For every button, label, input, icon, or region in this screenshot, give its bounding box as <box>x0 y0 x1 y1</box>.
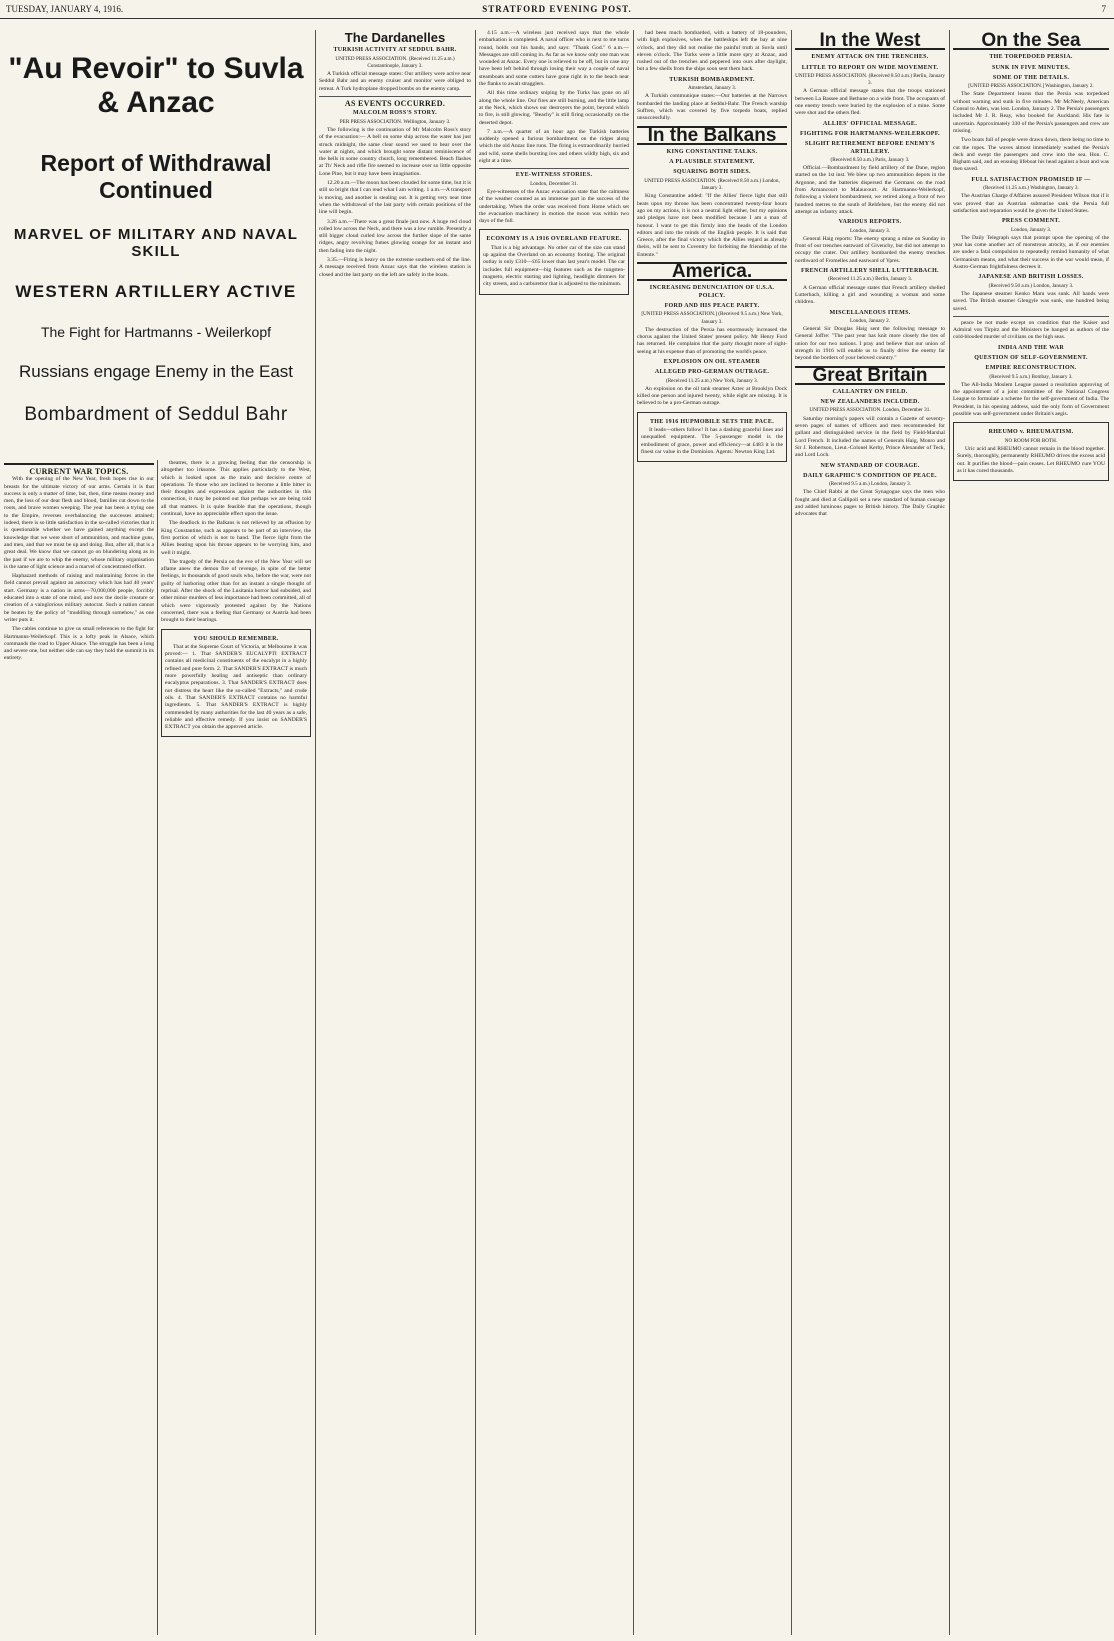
banner-headline-3: MARVEL OF MILITARY AND NAVAL SKILL <box>13 226 299 260</box>
article-source: UNITED PRESS ASSOCIATION. (Received 8.50 a.m.) London, January 3. <box>644 177 780 192</box>
article-subheading: SUNK IN FIVE MINUTES. <box>992 64 1070 71</box>
hupmobile-advertisement <box>637 412 787 462</box>
balkans-section-title: In the Balkans <box>637 126 787 145</box>
banner-headline-6: Russians engage Enemy in the East <box>18 362 294 381</box>
article-paragraph: 3.35.—Firing is heavy on the extreme southern end of the line. A message received from Anzac says that the wireless station is closed and the last party on the left are safely in the boats. <box>319 257 471 278</box>
article-paragraph: 7 a.m.—A quarter of an hour ago the Turkish batteries suddenly opened a furious bombardment on the ridges along which the old Anzac line runs. The firing is extraordinarily hurried and wild, some shells bursting low and others wildly high, six and eight at a time. <box>479 128 629 165</box>
article-paragraph: The cables continue to give us small references to the fight for Hartmanns-Weilerkopf. This is a lofty peak in Alsace, which commands the road to Upper Alsace. The struggle has been a long and severe one, but neither side can say they hold the summit in its entirety. <box>4 626 154 662</box>
column-rule <box>475 30 476 1635</box>
article-paragraph: A German official message states that the troops stationed between La Bassee and Bethune on a wide front. The occupants of one enemy trench were buried by the explosion of a mine. Some were shot and the others fled. <box>795 88 945 117</box>
masthead <box>0 0 1114 19</box>
article-paragraph: 4.15 a.m.—A wireless just received says that the whole embarkation is completed. A naval officer who is next to me turns round, holds out his hands, and says: "Thank God." 6 a.m.—Messages are still coming in. As far as we know only one man was wounded at Anzac. Every one is relieved to be off, but in case any have been left behind through losing their way a couple of naval steamboats and some cutters have gone right in to the beach near the flanks to await stragglers. <box>479 30 629 88</box>
main-banner <box>0 30 312 455</box>
article-heading: INCREASING DENUNCIATION OF U.S.A. POLICY. <box>649 285 775 299</box>
article-subheading: NEW ZEALANDERS INCLUDED. <box>820 399 920 406</box>
banner-headline-2: Report of Withdrawal Continued <box>40 150 272 203</box>
ad-heading: YOU SHOULD REMEMBER. <box>193 635 279 642</box>
article-source: [UNITED PRESS ASSOCIATION.] (Received 9.5 a.m.) New York, January 3. <box>641 311 783 325</box>
article-subheading: SOME OF THE DETAILS. <box>992 74 1070 81</box>
article-subheading: MALCOLM ROSS'S STORY. <box>353 110 437 117</box>
article-paragraph: With the opening of the New Year, fresh hopes rise in our breasts for the ultimate victory of our arms. Certain it is that success is only a matter of time, but, then, time means money and men, the loss of our dear flesh and blood, families cut down to the roots, and brave women weeping. The year has been a trying one to the Empire, reverses overbalancing the successes attained; indeed, there is so little satisfaction in the so-called victories that it is questionable whether we have gained anything except the knowledge that we were short of ammunition, and machine guns, and men, and that we must be up and doing. But, after all, that is a great deal. We know that we cannot go on blundering along as in the past if we are to whip the enemy, whose military organisation is the same of light science and a marvel of concentrated effort. <box>4 476 154 570</box>
article-heading: AS EVENTS OCCURRED. <box>344 99 446 109</box>
sanders-advertisement <box>161 629 311 738</box>
article-heading: FRENCH ARTILLERY SHELL LUTTERBACH. <box>801 268 939 275</box>
article-subheading: A PLAUSIBLE STATEMENT. <box>669 159 755 166</box>
article-paragraph: Two boats full of people were drawn down, there being no time to cut the ropes. The waves almost immediately washed the Persia's deck and swept the passengers and crew into the sea. Hon. C. Bigham said, and an ensuing lifeboat his head against a boat and was then saved. <box>953 137 1109 173</box>
ad-body: That is a big advantage. No other car of the size can stand up against the Overland on an economy footing. The original outlay is only £310—£65 lower than last year's model. The car includes full equipment—big features such as the tungsten-magneto, electric starting and lighting, headlight dimmers for city streets, and a carburettor that is adjusted to the minimum. <box>483 244 625 288</box>
article-paragraph: The following is the continuation of Mr Malcolm Ross's story of the evacuation:— A bell on some ship across the water has just struck midnight, the same clear sound we used to hear over the water at nights, and which brought some distant reminiscence of the bells in some country church, long remembered. Beach flashes at Th' Neck and rifle fire seemed to increase over so little opposite Lone Pine, but it may have been imagination. <box>319 126 471 177</box>
ad-heading: THE 1916 HUPMOBILE SETS THE PACE. <box>649 418 775 425</box>
article-heading: KING CONSTANTINE TALKS. <box>666 148 758 155</box>
article-source: (Received 11.25 a.m.) Washington, January 3. <box>983 185 1079 192</box>
article-subheading: DAILY GRAPHIC'S CONDITION OF PEACE. <box>803 472 937 479</box>
article-paragraph: The Daily Telegraph says that prompt upon the opening of the year has come another act of monstrous atrocity, as if our enemies are under a fatal compulsion to repeatedly remind humanity of what Germanism means, and what their success in the war would mean, if Austro-German frightfulness decrees it. <box>953 234 1109 271</box>
article-heading: ALLIES' OFFICIAL MESSAGE. <box>822 120 918 127</box>
west-section-title: In the West <box>795 33 945 50</box>
article-paragraph: 12.20 a.m.—The moon has been clouded for some time, but it is still so bright that I can read what I am writing. 1 a.m.—A transport is moving, and another is stealing out. It is getting very near time when the withdrawal of the last party with certain positions of the line will begin. <box>319 180 471 216</box>
article-source: PER PRESS ASSOCIATION. Wellington, January 3. <box>339 118 451 125</box>
article-heading: EYE-WITNESS STORIES. <box>515 172 593 179</box>
article-paragraph: peace be not made except on condition that the Kaiser and Admiral von Tirpitz and the Ministers be hanged as authors of the cold-blooded murder of civilians on the high seas. <box>953 319 1109 341</box>
banner-headline-7: Bombardment of Seddul Bahr <box>24 404 288 425</box>
banner-headline-4: WESTERN ARTILLERY ACTIVE <box>15 282 297 301</box>
article-paragraph: The Austrian Charge d'Affaires assured President Wilson that if it was proved that an Austrian submarine sank the Persia full satisfaction and reparation would be given the United States. <box>953 193 1109 214</box>
article-source: London, January 3. <box>849 227 891 234</box>
issue-date: TUESDAY, JANUARY 4, 1916. <box>6 4 124 14</box>
article-source: London, December 31. <box>530 180 578 187</box>
article-paragraph: An explosion on the oil tank steamer Aztec at Brooklyn Dock killed one person and injured twenty, while eight are missing. It is believed to be a pro-German outrage. <box>637 385 787 407</box>
column-rule <box>791 30 792 1635</box>
column-4 <box>479 30 629 1635</box>
article-source: (Received 11.25 a.m.) Berlin, January 3. <box>828 276 912 283</box>
article-source: (Received 11.25 a.m.) New York, January 3. <box>665 377 758 384</box>
article-paragraph: Official.—Bombardment by field artillery of the Dune, region started on the 1st inst. We blew up two ammunition depots in the Argonne, and the batteries dispersed the Germans on the road from Armancourt to Malaucourt. At Hartmanns-Weilerkopf, following a violent bombardment, we retired along a front of two hundred metres to the south of Rehfelsen, but the enemy did not attempt an infantry attack. <box>795 165 945 215</box>
sea-section-title: On the Sea <box>953 33 1109 50</box>
article-paragraph: 3.26 a.m.—There was a great finale just now. A huge red cloud rolled low across the Neck, and there was a low rumble. Presently a still bigger cloud curled low across the further slope of the same ridges, angry revolving fumes glowing orange for an instant and then fading into the night. <box>319 218 471 254</box>
page-number: 7 <box>1101 4 1106 14</box>
article-heading: INDIA AND THE WAR <box>997 344 1065 351</box>
column-6 <box>795 30 945 1635</box>
newspaper-title: STRATFORD EVENING POST. <box>482 4 632 14</box>
article-paragraph: The All-India Moslem League passed a resolution approving of the appointment of a joint committee of the National Congress League to formulate a scheme for the self-government of India. The President, in his opening address, said the only form of Government possible was self-government under Britain's aegis. <box>953 381 1109 418</box>
column-3 <box>319 30 471 1635</box>
article-heading: MISCELLANEOUS ITEMS. <box>829 309 911 316</box>
article-paragraph: Eye-witnesses of the Anzac evacuation state that the calmness of the weather counted as an immense part in the success of the undertaking. When the order was received from Home which set the evacuation machinery in motion the moon was within two days of the full. <box>479 188 629 225</box>
divider <box>319 96 471 97</box>
dardanelles-section-title: The Dardanelles <box>344 30 446 45</box>
article-source: UNITED PRESS ASSOCIATION. (Received 8.50 a.m.) Berlin, January 3. <box>795 72 945 87</box>
article-paragraph: All this time ordinary sniping by the Turks has gone on all along the whole line. Our fires are still burning, and the little lamp at the Neck, which shows our destroyers the point, beyond which to fire, is still glowing. "Beachy" is still firing occasionally on the deserted depot. <box>479 90 629 126</box>
column-5 <box>637 30 787 1635</box>
article-paragraph: General Haig reports: The enemy sprang a mine on Sunday in front of our trenches eastward of Givenchy, but did not attempt to occupy the crater. Our artillery bombarded the enemy trenches northward of Fromelles and eastward of Ypres. <box>795 235 945 264</box>
article-heading: FULL SATISFACTION PROMISED IF — <box>971 176 1091 183</box>
article-heading: TURKISH BOMBARDMENT. <box>669 76 755 83</box>
article-heading: CALLANTRY ON FIELD. <box>832 388 908 395</box>
article-heading: THE TORPEDOED PERSIA. <box>989 54 1073 61</box>
rheumo-advertisement <box>953 422 1109 481</box>
article-paragraph: King Constantine added: "If the Allies' fierce light that still beats upon my throne has been concentrated twenty-four hours ago on my actions, it is not a neutral light either, but my opinions and pledges have not been modified because I am a man of honour. I want to get this firmly into the heads of the London editors and into the minds of the English people. It is said that Greece, after the final victory which the Allies regard as already theirs, will be sent to Coventry for forfeiting the friendship of the Entente." <box>637 193 787 258</box>
article-paragraph: had been much bombarded, with a battery of 18-pounders, with high explosives, when the battleships left the bay at nine o'clock, and they did not realise the painful truth at Suvla until eleven o'clock. The Turks were a little more spry at Anzac, and rushed out of the trenches and peppered into ours after daylight, but a few shells from the ships soon sent them back. <box>637 30 787 73</box>
article-heading: ENEMY ATTACK ON THE TRENCHES. <box>811 54 929 61</box>
article-paragraph: Haphazard methods of raising and maintaining forces in the field cannot prevail against an autocracy which has had 40 years' start. Germany is a nation in arms—70,000,000 people, forcibly educated into a state of one mind, and now the docile creature or creation of a vainglorious military autocrat. Such a nation cannot be beaten by the policy of "muddling through somehow," as one writer puts it. <box>4 573 154 623</box>
great-britain-section-title: Great Britain <box>795 366 945 385</box>
ad-body: It leads—others follow! It has a dashing graceful lines and unequalled equipment. The 5-passenger model is the embodiment of grace, power and efficiency—at £483 it is the finest car value in the Dominion. Agents: Newton King Ltd. <box>641 427 783 455</box>
article-subheading: QUESTION OF SELF-GOVERNMENT. <box>974 354 1088 361</box>
ad-subheading: NO ROOM FOR BOTH. <box>1004 437 1058 444</box>
article-paragraph: A Turkish communique states:—Our batteries at the Narrows bombarded the landing place at Seddul-Bahr. The French warship Suffren, which was covered by five torpedo boats, replied unsuccessfully. <box>637 93 787 122</box>
article-paragraph: General Sir Douglas Haig sent the following message to General Joffre: "The past year has knit more closely the ties of union for our two nations. I pray and believe that our union of strength in 1916 will enable us to finally drive the enemy far beyond the borders of your beloved country." <box>795 326 945 362</box>
article-paragraph: The deadlock in the Balkans is not relieved by an effusion by King Constantine, such as appears to be part of an interview, the first portion of which is not to hand. The fierce light from the Allies beating upon his throne appears to be worrying him, and well it might. <box>161 520 311 556</box>
article-paragraph: A German official message states that French artillery shelled Lutterbach, killing a girl and wounding a woman and some children. <box>795 284 945 306</box>
banner-headline-5: The Fight for Hartmanns - Weilerkopf <box>40 324 272 340</box>
column-2 <box>161 460 311 1635</box>
article-subheading: EMPIRE RECONSTRUCTION. <box>985 365 1077 372</box>
column-1 <box>4 460 154 1635</box>
ad-heading: RHEUMO v. RHEUMATISM. <box>988 429 1074 436</box>
article-paragraph: A Turkish official message states: Our artillery were active near Seddul Bahr and an enemy cruiser and monitor were obliged to retreat. A Turk hydroplane dropped bombs on the enemy camp. <box>319 71 471 92</box>
column-rule <box>315 30 316 1635</box>
article-source: (Received 9.5 a.m.) London, January 3. <box>828 481 912 488</box>
ad-body: That at the Supreme Court of Victoria, at Melbourne it was proved:— 1. That SANDER'S EUCALYPTI EXTRACT contains all medicinal constituents of the eucalypt in a highly refined and pure form. 2. That SANDER'S EXTRACT is much more powerfully healing and antiseptic than ordinary eucalyptus preparations. 3. That SANDER'S EXTRACT does not distress the heart like the so-called "Extracts," and crude oils. 4. That SANDER'S EXTRACT contains no harmful ingredients. 5. That SANDER'S EXTRACT is highly commended by many authorities for the last 40 years as a safe, reliable and effective remedy. If you insist on SANDER'S EXTRACT you obtain the approved article. <box>165 643 307 731</box>
article-paragraph: The Chief Rabbi at the Great Synagogue says the men who fought and died at Gallipoli set a new standard of human courage and added luminous pages to British history. The Daily Graphic advocates that <box>795 489 945 518</box>
article-paragraph: The destruction of the Persia has enormously increased the chorus against the United States' present policy. Mr Henry Ford has returned. He complains that the party thought more of sight-seeing at his expense than of promoting the world's peace. <box>637 326 787 355</box>
article-subheading: SLIGHT RETIREMENT BEFORE ENEMY'S ARTILLERY. <box>805 141 935 155</box>
column-rule <box>157 460 158 1635</box>
article-heading: PRESS COMMENT. <box>1001 218 1061 225</box>
article-source: (Received 9.5 a.m.) Bombay, January 3. <box>989 373 1073 380</box>
article-heading: TURKISH ACTIVITY AT SEDDUL BAHR. <box>333 47 457 54</box>
banner-headline-1: "Au Revoir" to Suvla & Anzac <box>8 52 304 119</box>
column-rule <box>949 30 950 1635</box>
article-source: London, January 2. <box>849 317 891 324</box>
article-source: [UNITED PRESS ASSOCIATION.] Washington, January 2. <box>968 83 1094 90</box>
divider <box>953 316 1109 317</box>
overland-advertisement <box>479 229 629 294</box>
article-subheading: FIGHTING FOR HARTMANNS-WEILERKOPF. <box>800 130 940 137</box>
article-paragraph: Saturday morning's papers will contain a Gazette of seventy-seven pages of names of officers and men recommended for gallant and distinguished service in the field by Field-Marshal Lord French. It included the names of Generals Haig, Monro and Sir J. Robertson, Lieut.-Colonel Kerby, Prince Alexander of Teck, and Lord Loch. <box>795 415 945 459</box>
article-subheading: FORD AND HIS PEACE PARTY. <box>664 302 760 309</box>
column-7 <box>953 30 1109 1635</box>
article-source: (Received 9.50 a.m.) London, January 3. <box>988 282 1074 289</box>
article-heading: NEW STANDARD OF COURAGE. <box>820 462 920 469</box>
article-source: (Received 8.50 a.m.) Paris, January 3. <box>830 156 910 163</box>
article-subheading: LITTLE TO REPORT ON WIDE MOVEMENT. <box>801 64 939 71</box>
article-paragraph: The State Department learns that the Persia was torpedoed without warning and sunk in five minutes. Mr McNeely, American Consul to Aden, was lost. London, January 2. The Persia's passengers included Mr J. R. Reay, who booked for Auckland. His fate is uncertain. Approximately 330 of the Persia's passengers and crew are missing. <box>953 91 1109 134</box>
article-subheading: ALLEGED PRO-GERMAN OUTRAGE. <box>654 369 770 376</box>
war-topics-heading: CURRENT WAR TOPICS. <box>4 463 154 475</box>
article-paragraph: The tragedy of the Persia on the eve of the New Year will set aflame anew the demon fire of revenge, in spite of the better feelings, in thousands of good souls who, before the war, were not guilty of harboring other than for an instant a single thought of reprisal. After the shock of the Lusitania horror had subsided, and other minor murders of less importance had been committed, all of which were vigorously protested against by the Nations concerned, there was a feeling that Germany or Austria had been brought to their bearings. <box>161 558 311 624</box>
article-paragraph: The Japanese steamer Kenko Maru was sunk. All hands were saved. The British steamer Glengyle was sunk, one hundred being saved. <box>953 290 1109 312</box>
article-source: UNITED PRESS ASSOCIATION. London, December 31. <box>809 407 931 414</box>
article-source: Amsterdam, January 3. <box>687 85 737 92</box>
divider <box>479 168 629 169</box>
article-source: London, January 3. <box>1010 226 1052 233</box>
article-source: UNITED PRESS ASSOCIATION. (Received 11.25 a.m.) Constantinople, January 3. <box>335 55 455 69</box>
america-section-title: America. <box>637 262 787 281</box>
article-heading: VARIOUS REPORTS. <box>838 219 902 226</box>
column-rule <box>633 30 634 1635</box>
ad-heading: ECONOMY IS A 1916 OVERLAND FEATURE. <box>486 236 622 243</box>
article-subheading: SQUARING BOTH SIDES. <box>673 169 751 176</box>
article-paragraph: theatres, there is a growing feeling that the censorship is altogether too irksome. This applies particularly to the West, which is looked upon as the main and decisive centre of operations. To those who are inclined to become a little bitter in their thoughts and expressions against the authorities in this connection, it may be pointed out that perhaps we are being told all that matters. It is quite feasible that the operations, though continual, have no appreciable effect upon the issue. <box>161 460 311 518</box>
article-heading: JAPANESE AND BRITISH LOSSES. <box>978 274 1084 281</box>
ad-body: Uric acid and RHEUMO cannot remain in the blood together. Surely, thoroughly, permanently RHEUMO drives the excess acid out. It purifies the blood—pain ceases. Let RHEUMO cure YOU as it has cured thousands. <box>957 445 1105 474</box>
article-heading: EXPLOSION ON OIL STEAMER <box>663 358 761 365</box>
